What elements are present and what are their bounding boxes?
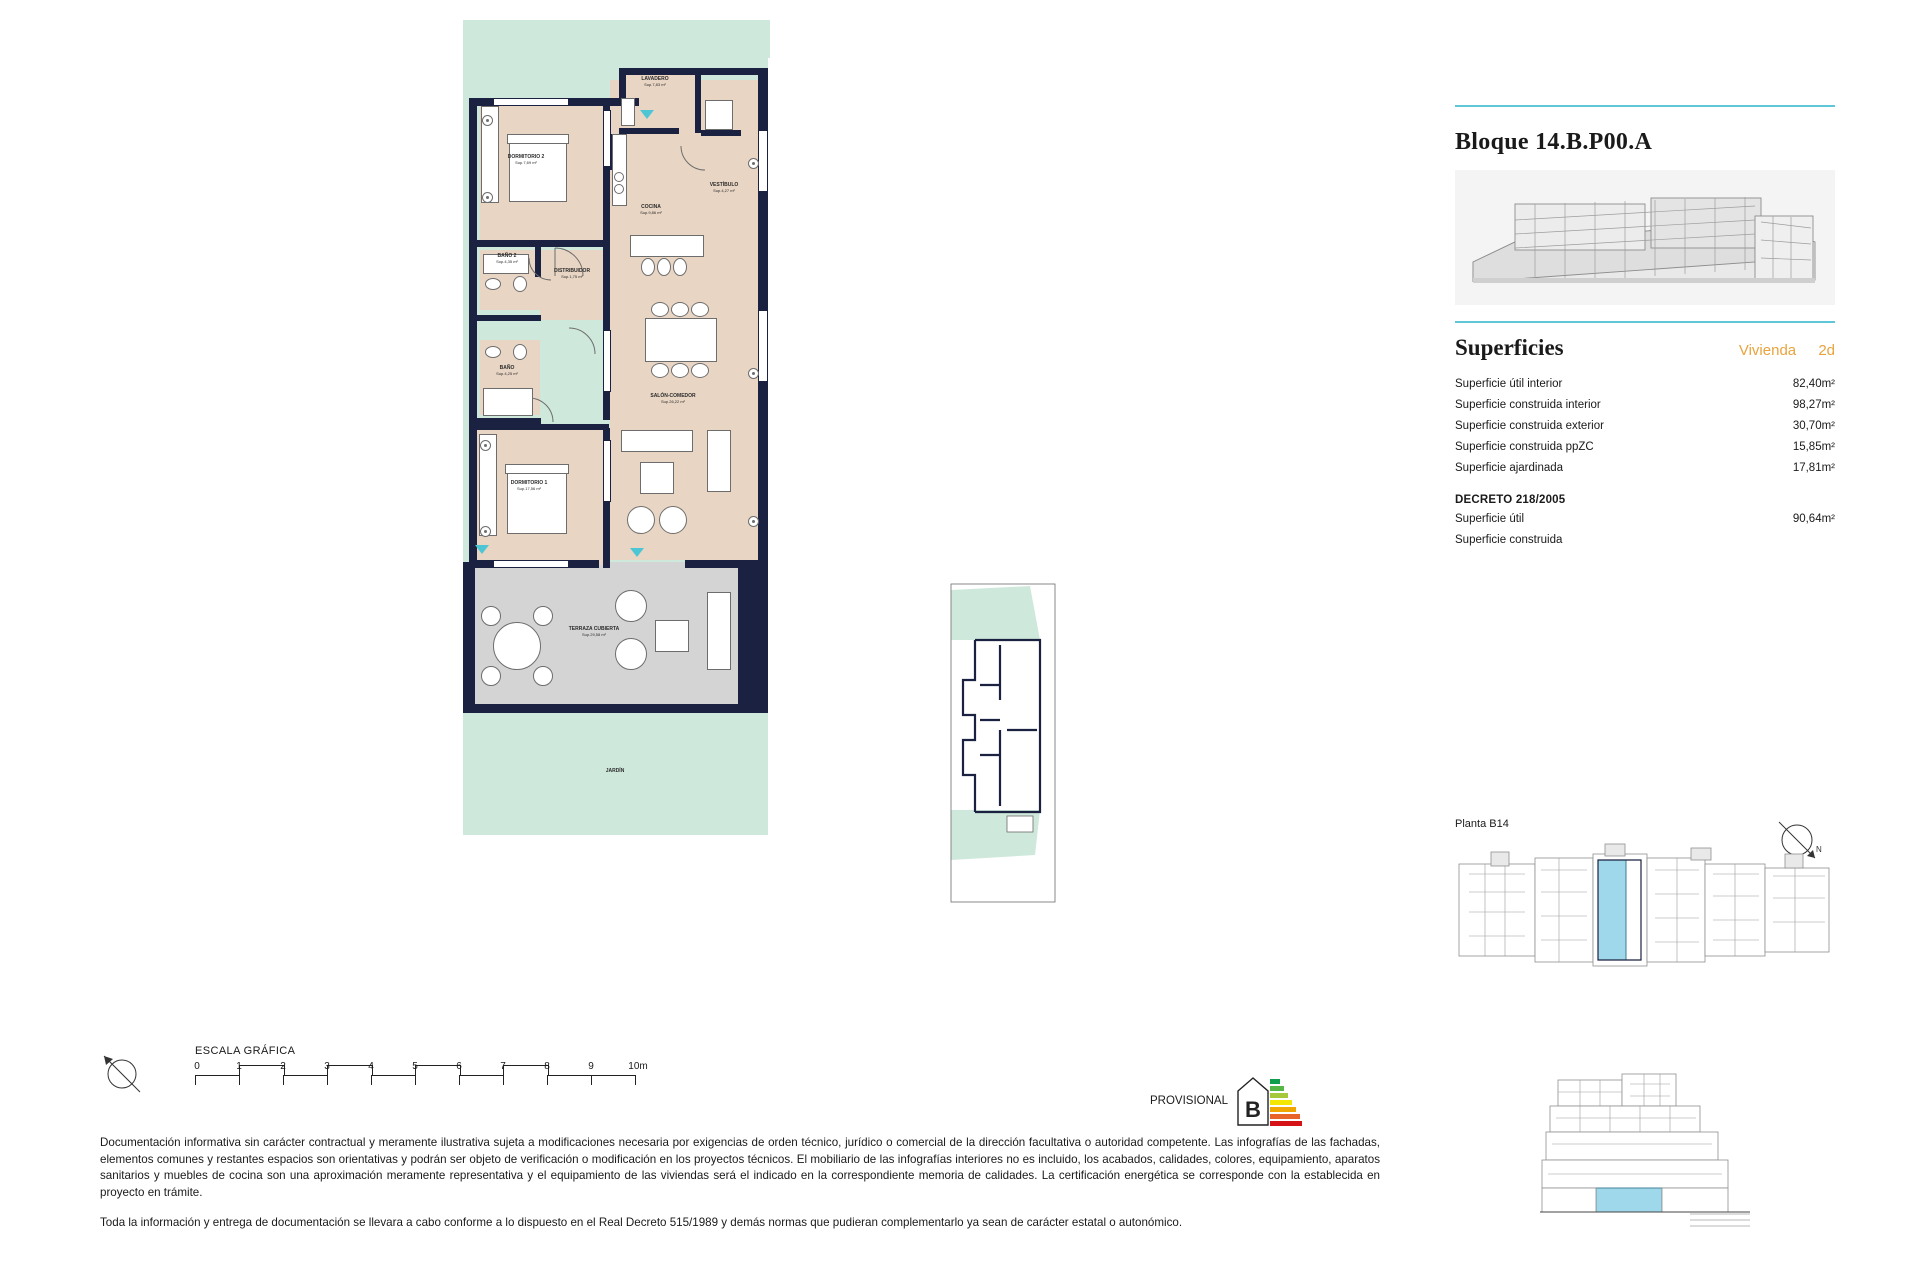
room-label-corridor: DISTRIBUIDOR Sup.1,75 m² <box>553 268 591 279</box>
entry-arrow-living <box>630 548 644 557</box>
wall-terrace-left-pier <box>463 562 475 712</box>
scale-label: 7 <box>500 1061 506 1072</box>
svg-text:N: N <box>1816 845 1822 854</box>
wall-hall-south <box>701 130 741 136</box>
graphic-scale <box>100 1045 720 1089</box>
scale-label: 0 <box>194 1061 200 1072</box>
wall-terrace-right-pier <box>738 560 768 712</box>
scale-tick <box>283 1075 284 1085</box>
surface-value: 98,27m² <box>1792 398 1835 411</box>
room-label-living: SALÓN-COMEDOR Sup.26,22 m² <box>650 393 696 404</box>
scale-tick <box>459 1075 460 1085</box>
room-fill-corridor <box>540 250 610 320</box>
scale-label: 1 <box>236 1061 242 1072</box>
apartment-floorplan <box>455 10 885 835</box>
scale-label: 10m <box>628 1061 648 1072</box>
entry-arrow-bedroom <box>475 545 489 554</box>
furniture-dining-chair-1 <box>651 302 669 317</box>
legal-paragraph-1: Documentación informativa sin carácter contractual y meramente ilustrativa sujeta a modificaciones necesaria por exigencias de orden técnico, jurídico o comercial de la dirección facultativa o autoridad competente. Las infografías de las fachadas, elementos comunes y restantes espacios son orientativas y podrán ser objeto de verificación o modificación en los proyectos técnicos. El mobiliario de las infografías interiores no es incluido, los acabados, calidades, colores, equipamiento, aparatos sanitarios y muebles de cocina son una aproximación meramente representativa y el equipamiento de las viviendas será el indicado en la correspondiente memoria de calidades. La certificación energética se corresponde con la establecida en proyecto en trámite. <box>100 1136 1380 1199</box>
legal-paragraph-2: Toda la información y entrega de documentación se llevara a cabo conforme a lo dispuesto en el Real Decreto 515/1989 y demás normas que pudieran complementarlo ya sean de carácter estatal o autonómico. <box>100 1216 1183 1229</box>
wall-top-laundry <box>619 68 768 75</box>
scale-label: 8 <box>544 1061 550 1072</box>
window-corridor-3 <box>603 440 611 502</box>
furniture-sink-bath2 <box>485 278 501 290</box>
marker-dot-5 <box>748 158 759 169</box>
surface-value: 17,81m² <box>1792 461 1835 474</box>
furniture-terrace-chair-3 <box>481 666 501 686</box>
table-row <box>1455 457 1835 478</box>
furniture-bed-bedroom2 <box>509 140 567 202</box>
room-label-bath2: BAÑO 2 Sup.4,35 m² <box>496 253 518 264</box>
furniture-terrace-lounge-2 <box>615 638 647 670</box>
table-row <box>1455 508 1835 529</box>
table-row <box>1455 394 1835 415</box>
scale-label: 5 <box>412 1061 418 1072</box>
surfaces-heading: Superficies <box>1455 335 1564 360</box>
furniture-stool-2 <box>657 258 671 276</box>
surfaces-header <box>1455 335 1835 361</box>
table-row <box>1455 529 1835 550</box>
table-row <box>1455 373 1835 394</box>
scale-block <box>327 1065 373 1076</box>
wall-bath-corridor <box>469 315 541 321</box>
furniture-sofa-living <box>621 430 693 452</box>
table-row <box>1455 415 1835 436</box>
unit-type-label: Vivienda <box>1738 342 1797 359</box>
furniture-bed-headboard-2 <box>507 134 569 144</box>
divider-top <box>1455 105 1835 107</box>
furniture-shower-bath1 <box>483 388 533 416</box>
furniture-armchair-living-3 <box>659 506 687 534</box>
furniture-terrace-sofa <box>707 592 731 670</box>
furniture-dining-chair-3 <box>691 302 709 317</box>
decreto-label: Superficie útil <box>1455 512 1525 525</box>
furniture-terrace-table <box>493 622 541 670</box>
scale-tick <box>195 1075 196 1085</box>
marker-dot-7 <box>748 516 759 527</box>
scale-label: 6 <box>456 1061 462 1072</box>
furniture-dining-chair-2 <box>671 302 689 317</box>
window-bedroom2 <box>493 98 569 106</box>
room-label-kitchen: COCINA Sup.9,86 m² <box>640 204 662 215</box>
furniture-armchair-living-2 <box>627 506 655 534</box>
furniture-kitchen-counter <box>612 134 627 206</box>
energy-certificate <box>1150 1075 1302 1127</box>
scale-tick <box>415 1075 416 1085</box>
scale-tick <box>371 1075 372 1085</box>
furniture-terrace-lounge-1 <box>615 590 647 622</box>
wall-left-outer <box>469 98 477 568</box>
window-corridor-2 <box>603 330 611 392</box>
provisional-label: PROVISIONAL <box>1150 1095 1228 1107</box>
scale-label: 2 <box>280 1061 286 1072</box>
building-render <box>1455 170 1835 305</box>
decreto-title: DECRETO 218/2005 <box>1455 494 1566 506</box>
unit-type <box>1739 342 1835 359</box>
entry-arrow-top <box>640 110 654 119</box>
building-elevation <box>1540 1070 1740 1225</box>
scale-title: ESCALA GRÁFICA <box>195 1045 296 1057</box>
furniture-sink-bath1 <box>485 346 501 358</box>
furniture-hall-closet <box>705 100 733 130</box>
scale-tick <box>327 1075 328 1085</box>
marker-dot-6 <box>748 368 759 379</box>
furniture-dining-table <box>645 318 717 362</box>
furniture-terrace-table-low <box>655 620 689 652</box>
room-label-bedroom1: DORMITORIO 1 Sup.17,56 m² <box>510 480 548 491</box>
window-bedroom1 <box>493 560 569 568</box>
scale-label: 9 <box>588 1061 594 1072</box>
surface-value: 30,70m² <box>1792 419 1835 432</box>
surface-label: Superficie construida interior <box>1455 398 1601 411</box>
svg-text:B: B <box>1245 1097 1261 1122</box>
wall-hall-west <box>695 68 701 133</box>
scale-tick <box>547 1075 548 1085</box>
wall-bedroom1-north <box>469 424 609 430</box>
scale-tick <box>635 1075 636 1085</box>
table-row <box>1455 436 1835 457</box>
energy-rating-icon <box>1236 1075 1302 1127</box>
room-label-bedroom2: DORMITORIO 2 Sup.7,69 m² <box>507 154 545 165</box>
key-plan-drawing <box>1455 840 1835 980</box>
wall-terrace-bottom <box>463 704 768 713</box>
wall-bedroom2-south <box>469 240 609 247</box>
room-label-laundry: LAVADERO Sup.7,83 m² <box>641 76 669 87</box>
furniture-dining-chair-4 <box>651 363 669 378</box>
scale-tick <box>239 1075 240 1085</box>
furniture-wc-bath1 <box>513 344 527 360</box>
scale-label: 4 <box>368 1061 374 1072</box>
furniture-coffee-table-living <box>640 462 674 494</box>
decreto-table <box>1455 508 1835 550</box>
page-title: Bloque 14.B.P00.A <box>1455 129 1653 155</box>
surface-label: Superficie ajardinada <box>1455 461 1564 474</box>
furniture-armchair-living-1 <box>707 430 731 492</box>
decreto-value: 90,64m² <box>1792 512 1835 525</box>
scale-tick <box>591 1075 592 1085</box>
furniture-dining-chair-5 <box>671 363 689 378</box>
furniture-stool-1 <box>641 258 655 276</box>
scale-ruler <box>194 1061 648 1089</box>
legal-disclaimer <box>100 1135 1380 1246</box>
unit-type-value: 2d <box>1818 342 1835 359</box>
key-plan-label: Planta B14 <box>1455 818 1509 830</box>
window-corridor-1 <box>603 110 611 167</box>
surfaces-table <box>1455 373 1835 478</box>
room-label-garden: JARDÍN <box>605 768 625 774</box>
surface-value: 15,85m² <box>1792 440 1835 453</box>
furniture-laundry-unit <box>621 98 635 126</box>
furniture-bed-headboard-1 <box>505 464 569 474</box>
decreto-value <box>1728 529 1835 550</box>
furniture-terrace-chair-2 <box>533 606 553 626</box>
info-panel <box>1455 105 1835 550</box>
surface-label: Superficie útil interior <box>1455 377 1563 390</box>
garden-area-top-notch <box>685 20 770 58</box>
surface-label: Superficie construida ppZC <box>1455 440 1594 453</box>
wall-corridor-east <box>603 247 610 322</box>
scale-label: 3 <box>324 1061 330 1072</box>
scale-block <box>239 1065 285 1076</box>
furniture-hob-left <box>614 172 624 182</box>
adjacent-unit-plan <box>945 580 1070 905</box>
marker-dot-4 <box>480 526 491 537</box>
room-label-hall: VESTÍBULO Sup.4,27 m² <box>709 182 739 193</box>
scale-block <box>503 1065 549 1076</box>
furniture-kitchen-island <box>630 235 704 257</box>
furniture-stool-3 <box>673 258 687 276</box>
furniture-terrace-chair-4 <box>533 666 553 686</box>
wall-laundry-south <box>619 128 679 134</box>
window-living-east-2 <box>758 310 768 382</box>
furniture-terrace-chair-1 <box>481 606 501 626</box>
surface-label: Superficie construida exterior <box>1455 419 1604 432</box>
furniture-wc-bath2 <box>513 276 527 292</box>
key-plan <box>1455 818 1835 980</box>
room-label-bath1: BAÑO Sup.4,25 m² <box>496 365 518 376</box>
window-living-east-1 <box>758 130 768 192</box>
marker-dot-1 <box>482 115 493 126</box>
surface-value: 82,40m² <box>1792 377 1835 390</box>
marker-dot-3 <box>480 440 491 451</box>
furniture-hob-right <box>614 184 624 194</box>
scale-tick <box>503 1075 504 1085</box>
marker-dot-2 <box>482 192 493 203</box>
scale-block <box>415 1065 461 1076</box>
divider-surfaces <box>1455 321 1835 323</box>
furniture-dining-chair-6 <box>691 363 709 378</box>
room-label-terrace: TERRAZA CUBIERTA Sup.29,58 m² <box>568 626 620 637</box>
decreto-label: Superficie construida <box>1455 533 1563 546</box>
